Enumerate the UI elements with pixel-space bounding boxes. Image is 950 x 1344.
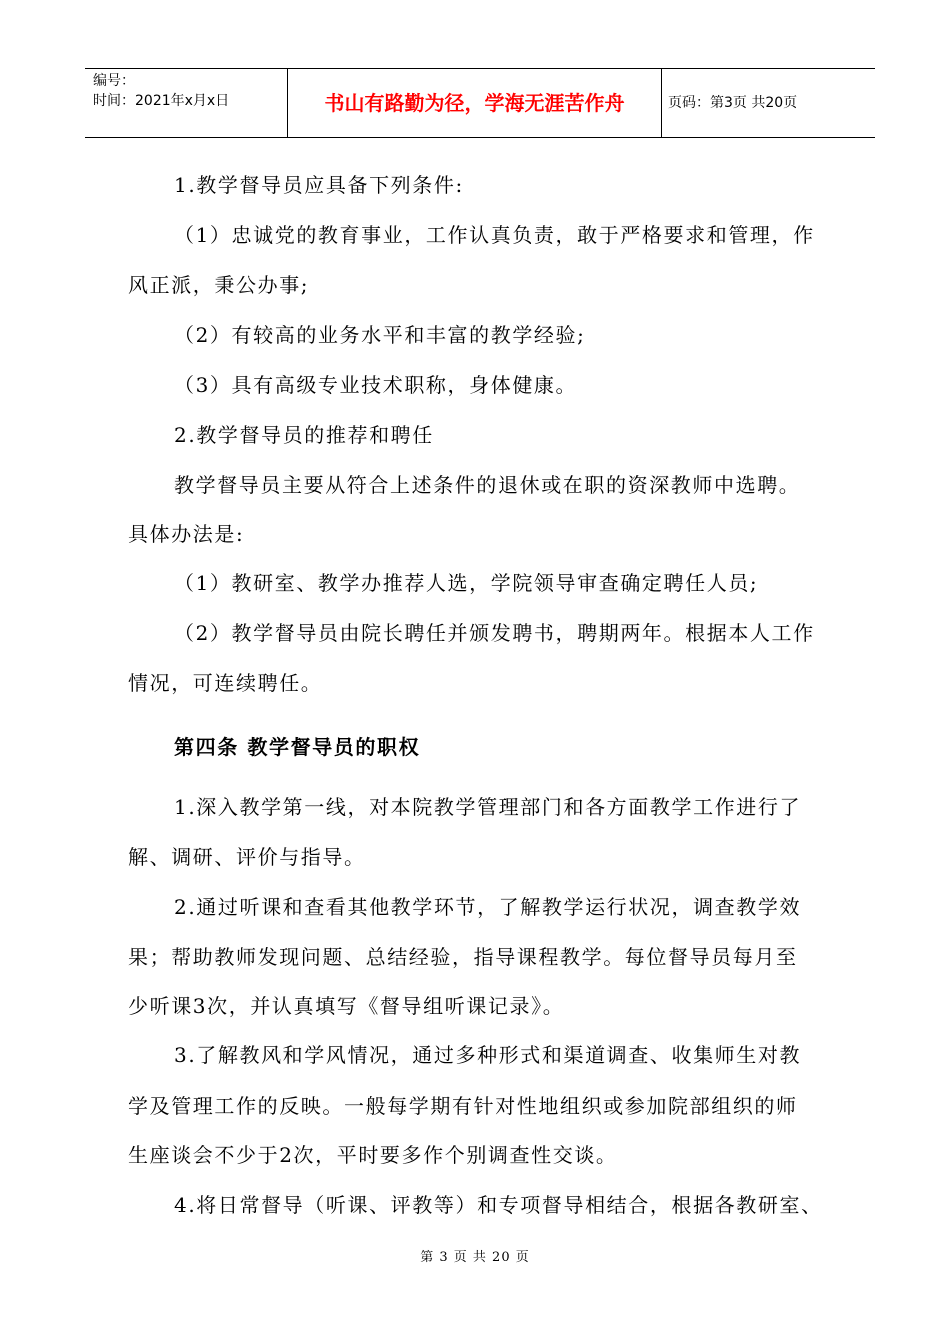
paragraph: 3.了解教风和学风情况，通过多种形式和渠道调查、收集师生对教 xyxy=(174,1043,802,1067)
paragraph: 2.通过听课和查看其他教学环节，了解教学运行状况，调查教学效 xyxy=(174,895,802,919)
paragraph: （1）教研室、教学办推荐人选，学院领导审查确定聘任人员; xyxy=(174,571,759,595)
paragraph: 解、调研、评价与指导。 xyxy=(128,845,366,869)
paragraph: （3）具有高级专业技术职称，身体健康。 xyxy=(174,373,578,397)
section-heading: 第四条 教学督导员的职权 xyxy=(174,735,421,759)
paragraph: 2.教学督导员的推荐和聘任 xyxy=(174,423,434,447)
header-motto-cell xyxy=(288,69,662,137)
paragraph: （2）有较高的业务水平和丰富的教学经验; xyxy=(174,323,586,347)
page-footer: 第 3 页 共 20 页 xyxy=(420,1250,530,1265)
paragraph: 风正派，秉公办事; xyxy=(128,273,310,297)
paragraph: 1.深入教学第一线，对本院教学管理部门和各方面教学工作进行了 xyxy=(174,795,802,819)
paragraph: （1）忠诚党的教育事业，工作认真负责，敢于严格要求和管理，作 xyxy=(174,223,815,247)
paragraph: 1.教学督导员应具备下列条件: xyxy=(174,173,464,197)
motto-text: 书山有路勤为径，学海无涯苦作舟 xyxy=(324,91,625,115)
paragraph: 学及管理工作的反映。一般每学期有针对性地组织或参加院部组织的师 xyxy=(128,1094,798,1118)
number-label: 编号： xyxy=(93,73,135,89)
header-meta-cell xyxy=(85,69,288,137)
time-label: 时间：2021年x月x日 xyxy=(93,93,230,109)
paragraph: 4.将日常督导（听课、评教等）和专项督导相结合，根据各教研室、 xyxy=(174,1193,823,1217)
header-page-cell xyxy=(662,69,875,137)
paragraph: 具体办法是: xyxy=(128,522,245,546)
paragraph: 果；帮助教师发现问题、总结经验，指导课程教学。每位督导员每月至 xyxy=(128,945,798,969)
paragraph: 教学督导员主要从符合上述条件的退休或在职的资深教师中选聘。 xyxy=(174,473,801,497)
page-code: 页码：第3页 共20页 xyxy=(668,95,798,111)
paragraph: （2）教学督导员由院长聘任并颁发聘书，聘期两年。根据本人工作 xyxy=(174,621,815,645)
paragraph: 情况，可连续聘任。 xyxy=(128,671,323,695)
paragraph: 少听课3次，并认真填写《督导组听课记录》。 xyxy=(128,994,565,1018)
paragraph: 生座谈会不少于2次，平时要多作个别调查性交谈。 xyxy=(128,1143,618,1167)
page-header xyxy=(85,68,875,138)
